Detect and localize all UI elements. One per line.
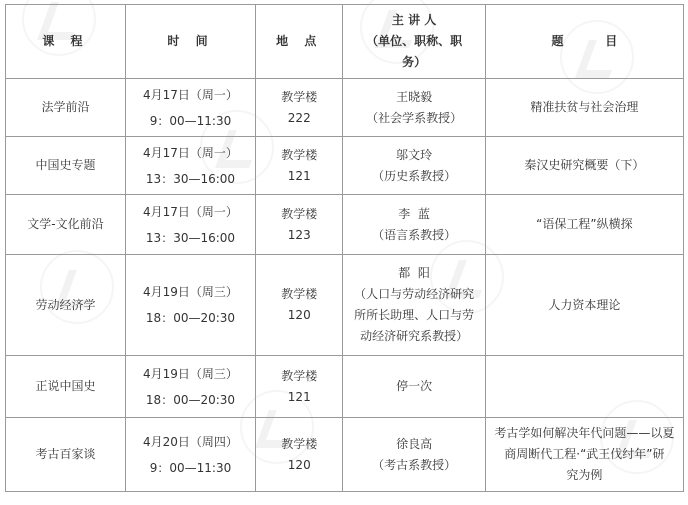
speaker-cell: 都 阳 （人口与劳动经济研究 所所长助理、人口与劳 动经济研究系教授） bbox=[343, 255, 485, 356]
table-row bbox=[6, 418, 684, 492]
place-cell: 教学楼 222 bbox=[256, 79, 343, 137]
time-cell: 4月19日（周三） 18：00—20:30 bbox=[125, 255, 255, 356]
speaker-cell: 王晓毅 （社会学系教授） bbox=[343, 79, 485, 137]
course-cell: 文学-文化前沿 bbox=[6, 195, 126, 255]
header-speaker: 主 讲 人 （单位、职称、职 务） bbox=[343, 5, 485, 79]
place-cell: 教学楼 123 bbox=[256, 195, 343, 255]
lecture-schedule-table bbox=[5, 4, 684, 492]
time-cell: 4月17日（周一） 9：00—11:30 bbox=[125, 79, 255, 137]
speaker-cell: 邬文玲 （历史系教授） bbox=[343, 137, 485, 195]
speaker-cell: 李 蓝 （语言系教授） bbox=[343, 195, 485, 255]
course-cell: 考古百家谈 bbox=[6, 418, 126, 492]
header-course: 课 程 bbox=[6, 5, 126, 79]
place-cell: 教学楼 121 bbox=[256, 356, 343, 418]
place-cell: 教学楼 120 bbox=[256, 255, 343, 356]
course-cell: 劳动经济学 bbox=[6, 255, 126, 356]
time-cell: 4月19日（周三） 18：00—20:30 bbox=[125, 356, 255, 418]
speaker-cell: 停一次 bbox=[343, 356, 485, 418]
place-cell: 教学楼 120 bbox=[256, 418, 343, 492]
table-row bbox=[6, 195, 684, 255]
topic-cell: 人力资本理论 bbox=[485, 255, 683, 356]
topic-cell bbox=[485, 356, 683, 418]
header-place: 地 点 bbox=[256, 5, 343, 79]
course-cell: 法学前沿 bbox=[6, 79, 126, 137]
table-row bbox=[6, 79, 684, 137]
time-cell: 4月20日（周四） 9：00—11:30 bbox=[125, 418, 255, 492]
table-row bbox=[6, 356, 684, 418]
course-cell: 正说中国史 bbox=[6, 356, 126, 418]
header-topic: 题 目 bbox=[485, 5, 683, 79]
time-cell: 4月17日（周一） 13：30—16:00 bbox=[125, 195, 255, 255]
topic-cell: “语保工程”纵横探 bbox=[485, 195, 683, 255]
table-header-row bbox=[6, 5, 684, 79]
course-cell: 中国史专题 bbox=[6, 137, 126, 195]
topic-cell: 精准扶贫与社会治理 bbox=[485, 79, 683, 137]
time-cell: 4月17日（周一） 13：30—16:00 bbox=[125, 137, 255, 195]
topic-cell: 秦汉史研究概要（下） bbox=[485, 137, 683, 195]
table-row bbox=[6, 255, 684, 356]
topic-cell: 考古学如何解决年代问题——以夏 商周断代工程·“武王伐纣年”研 究为例 bbox=[485, 418, 683, 492]
header-time: 时 间 bbox=[125, 5, 255, 79]
speaker-cell: 徐良高 （考古系教授） bbox=[343, 418, 485, 492]
table-row bbox=[6, 137, 684, 195]
place-cell: 教学楼 121 bbox=[256, 137, 343, 195]
